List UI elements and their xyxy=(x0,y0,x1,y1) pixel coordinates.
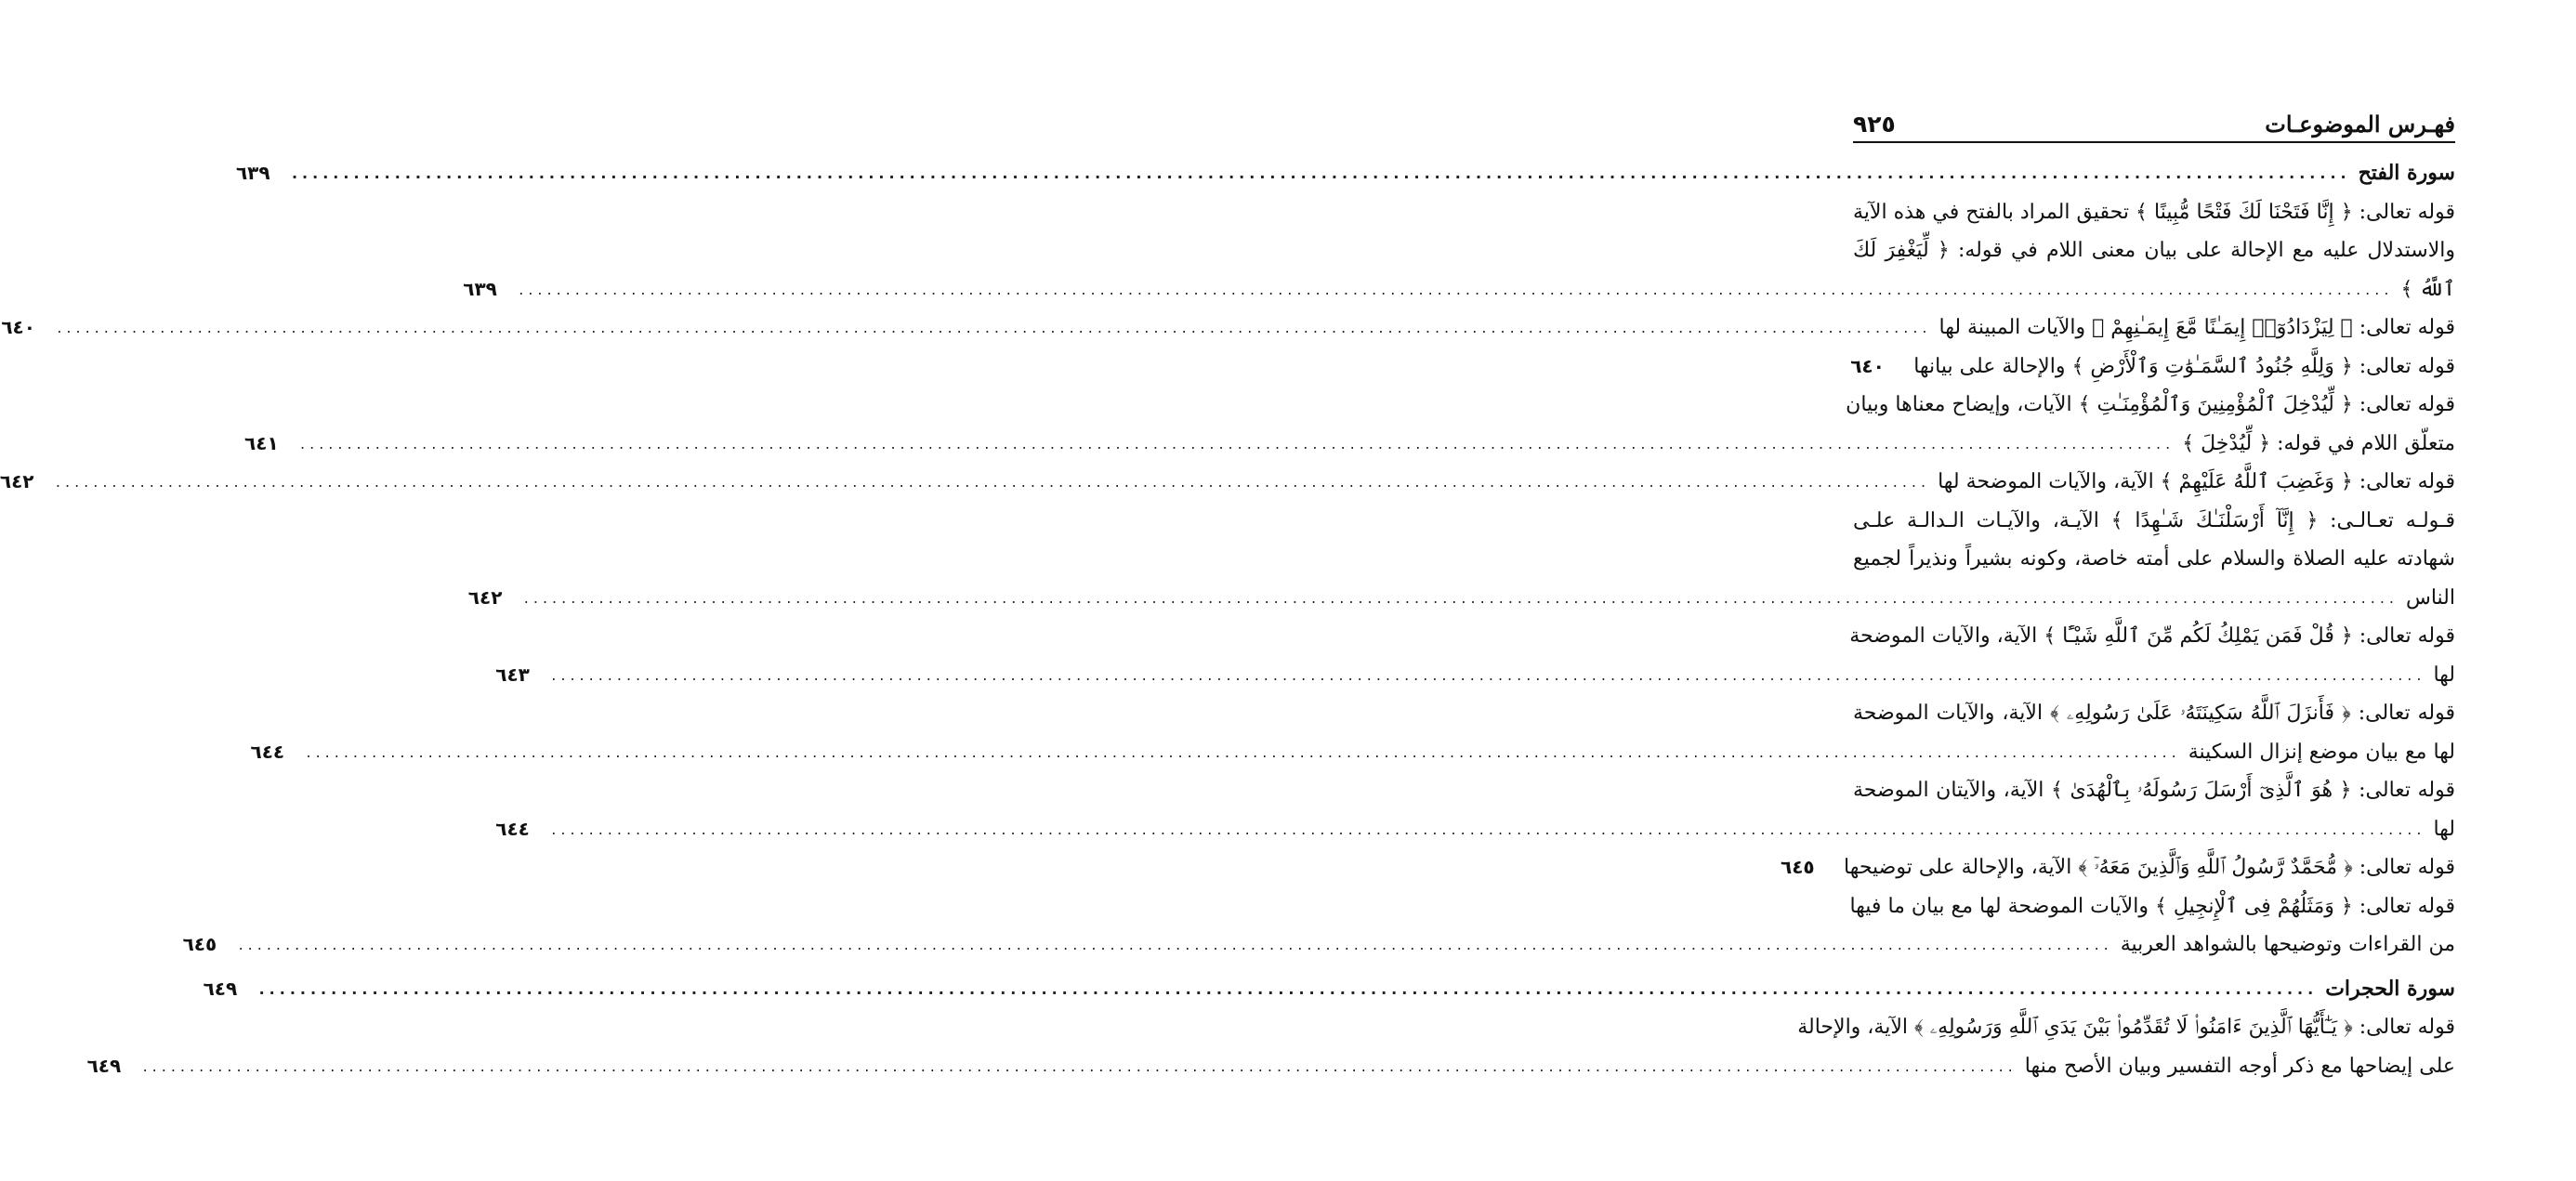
entry-last-line xyxy=(250,733,2455,772)
entry-last-line xyxy=(235,154,2455,193)
dot-leader: ........................................................................................................................................................................................................ xyxy=(55,473,1931,491)
dot-leader: ........................................................................................................................................................................................................ xyxy=(300,434,2175,453)
entry-line: قوله تعالى: ﴿ هُوَ ٱلَّذِىٓ أَرْسَلَ رَسُولَهُۥ بِٱلْهُدَىٰ ﴾ الآية، والآيتان الموضحة xyxy=(1853,779,2455,802)
entry-line: قوله تعالى: ﴿ قُلْ فَمَن يَمْلِكُ لَكُم مِّنَ ٱللَّهِ شَيْـًٔا ﴾ الآية، والآيات الموضحة xyxy=(1849,624,2455,648)
entry-page-number: ٦٤٤ xyxy=(495,817,530,840)
entry-page-number: ٦٤٥ xyxy=(1781,856,1815,878)
dot-leader: ........................................................................................................................................................................................................ xyxy=(57,319,1932,336)
dot-leader: ........................................................................................................................................................................................................ xyxy=(258,979,2319,998)
entry-last-line xyxy=(1781,848,2455,887)
entry-line: قوله تعالى: ﴿ إِنَّا فَتَحْنَا لَكَ فَتْحًا مُّبِينًا ﴾ تحقيق المراد بالفتح في هذه الآية xyxy=(1853,200,2455,224)
surah-title: سورة الفتح xyxy=(2358,161,2455,185)
toc-entry xyxy=(244,386,2455,463)
entry-text: الناس xyxy=(2405,585,2455,610)
entry-last-line xyxy=(182,925,2455,964)
entry-page-number: ٦٤٩ xyxy=(86,1054,122,1077)
entry-text: لها xyxy=(2433,817,2455,841)
entry-page-number: ٦٤٤ xyxy=(250,740,285,763)
entry-last-line xyxy=(463,270,2455,309)
dot-leader: ........................................................................................................................................................................................................ xyxy=(291,164,2351,182)
entry-page-number: ٦٤٠ xyxy=(1,316,35,338)
entry-text: متعلّق اللام في قوله: ﴿ لِّيُدْخِلَ ﴾ xyxy=(2182,431,2455,455)
entry-text: قوله تعالى: ﴿ وَغَضِبَ ٱللَّهُ عَلَيْهِمْ ﴾ الآية، والآيات الموضحة لها xyxy=(1938,470,2455,493)
entry-page-number: ٦٤٥ xyxy=(182,933,217,955)
dot-leader: ........................................................................................................................................................................................................ xyxy=(142,1056,2017,1075)
toc-entry xyxy=(86,1008,2455,1085)
entry-line: قوله تعالى: ﴿ وَمَثَلُهُمْ فِى ٱلْإِنجِيلِ ﴾ والآيات الموضحة لها مع بيان ما فيها xyxy=(1849,894,2455,918)
dot-leader: ........................................................................................................................................................................................................ xyxy=(519,280,2394,298)
entry-text: من القراءات وتوضيحها بالشواهد العربية xyxy=(2120,933,2455,956)
entry-text: لها xyxy=(2433,663,2455,687)
entry-last-line xyxy=(86,1047,2455,1086)
entry-last-line xyxy=(0,463,2455,502)
entry-last-line xyxy=(1850,348,2455,387)
entry-last-line xyxy=(495,810,2455,849)
entry-page-number: ٦٤٣ xyxy=(495,663,530,686)
entry-page-number: ٦٤١ xyxy=(244,431,279,454)
dot-leader: ........................................................................................................................................................................................................ xyxy=(306,742,2181,761)
entry-text: لها مع بيان موضع إنزال السكينة xyxy=(2188,740,2455,764)
surah-title: سورة الحجرات xyxy=(2325,976,2455,1001)
toc-entry xyxy=(1,308,2455,348)
entry-page-number: ٦٤٩ xyxy=(203,977,238,1000)
toc-entry xyxy=(1781,848,2455,887)
entry-line: شهادته عليه الصلاة والسلام على أمته خاصة، وكونه بشيراً ونذيراً لجميع xyxy=(1853,547,2455,571)
dot-leader: ........................................................................................................................................................................................................ xyxy=(551,820,2426,838)
entry-line: قـولـه تعـالـى: ﴿ إِنَّآ أَرْسَلْنَـٰكَ شَـٰهِدًا ﴾ الآيـة، والآيـات الـدالـة علـى xyxy=(1853,508,2455,532)
entry-page-number: ٦٤٠ xyxy=(1850,354,1885,377)
entry-last-line xyxy=(203,970,2455,1009)
running-title: فهـرس الموضوعـات xyxy=(2265,111,2455,138)
entry-page-number: ٦٤٢ xyxy=(0,470,34,492)
page-header xyxy=(1853,104,2455,138)
table-of-contents xyxy=(0,154,2455,1085)
entry-last-line xyxy=(1,308,2455,348)
header-rule xyxy=(1853,141,2455,143)
toc-entry xyxy=(1850,348,2455,387)
entry-last-line xyxy=(495,656,2455,695)
toc-entry xyxy=(182,887,2455,964)
dot-leader: ........................................................................................................................................................................................................ xyxy=(238,936,2113,953)
surah-heading xyxy=(203,970,2455,1009)
entry-text: ٱللَّهُ ﴾ xyxy=(2400,277,2455,301)
entry-last-line xyxy=(467,579,2455,618)
entry-page-number: ٦٣٩ xyxy=(463,277,497,300)
toc-entry xyxy=(495,617,2455,694)
entry-text: قوله تعالى: ﴿ مُّحَمَّدٌ رَّسُولُ ٱللَّهِ وَٱلَّذِينَ مَعَهُۥٓ ﴾ الآية، والإحالة على توضيحها xyxy=(1844,856,2455,879)
toc-entry xyxy=(495,771,2455,848)
entry-text: قوله تعالى: ﴿ وَلِلَّهِ جُنُودُ ٱلسَّمَـٰوَٰتِ وَٱلْأَرْضِ ﴾ والإحالة على بيانها xyxy=(1913,354,2455,378)
entry-text: قوله تعالى: ﴿ لِيَزْدَادُوٓا۟ إِيمَـٰنًا مَّعَ إِيمَـٰنِهِمْ ﴾ والآيات المبينة لها xyxy=(1939,316,2455,339)
surah-heading xyxy=(235,154,2455,193)
toc-entry xyxy=(0,463,2455,502)
entry-line: قوله تعالى: ﴿ لِّيُدْخِلَ ٱلْمُؤْمِنِينَ وَٱلْمُؤْمِنَـٰتِ ﴾ الآيات، وإيضاح معناها وبيان xyxy=(1846,393,2455,416)
entry-last-line xyxy=(244,425,2455,464)
entry-line: قوله تعالى: ﴿ يَـٰٓأَيُّهَا ٱلَّذِينَ ءَامَنُوا۟ لَا تُقَدِّمُوا۟ بَيْنَ يَدَىِ ٱللَّهِ وَرَسُولِهِۦ ﴾ الآية، والإحالة xyxy=(1797,1016,2455,1039)
entry-line: قوله تعالى: ﴿ فَأَنزَلَ ٱللَّهُ سَكِينَتَهُۥ عَلَىٰ رَسُولِهِۦ ﴾ الآية، والآيات الموضحة xyxy=(1853,702,2455,725)
dot-leader: ........................................................................................................................................................................................................ xyxy=(523,588,2399,607)
entry-page-number: ٦٤٢ xyxy=(467,585,503,609)
entry-page-number: ٦٣٩ xyxy=(235,162,270,184)
toc-entry xyxy=(467,502,2455,618)
toc-entry xyxy=(250,694,2455,771)
entry-line: والاستدلال عليه مع الإحالة على بيان معنى اللام في قوله: ﴿ لِّيَغْفِرَ لَكَ xyxy=(1853,239,2455,262)
dot-leader: ........................................................................................................................................................................................................ xyxy=(551,665,2426,684)
entry-text: على إيضاحها مع ذكر أوجه التفسير وبيان الأصح منها xyxy=(2024,1054,2455,1078)
page-number: ٩٢٥ xyxy=(1853,111,1896,138)
toc-entry xyxy=(463,193,2455,309)
